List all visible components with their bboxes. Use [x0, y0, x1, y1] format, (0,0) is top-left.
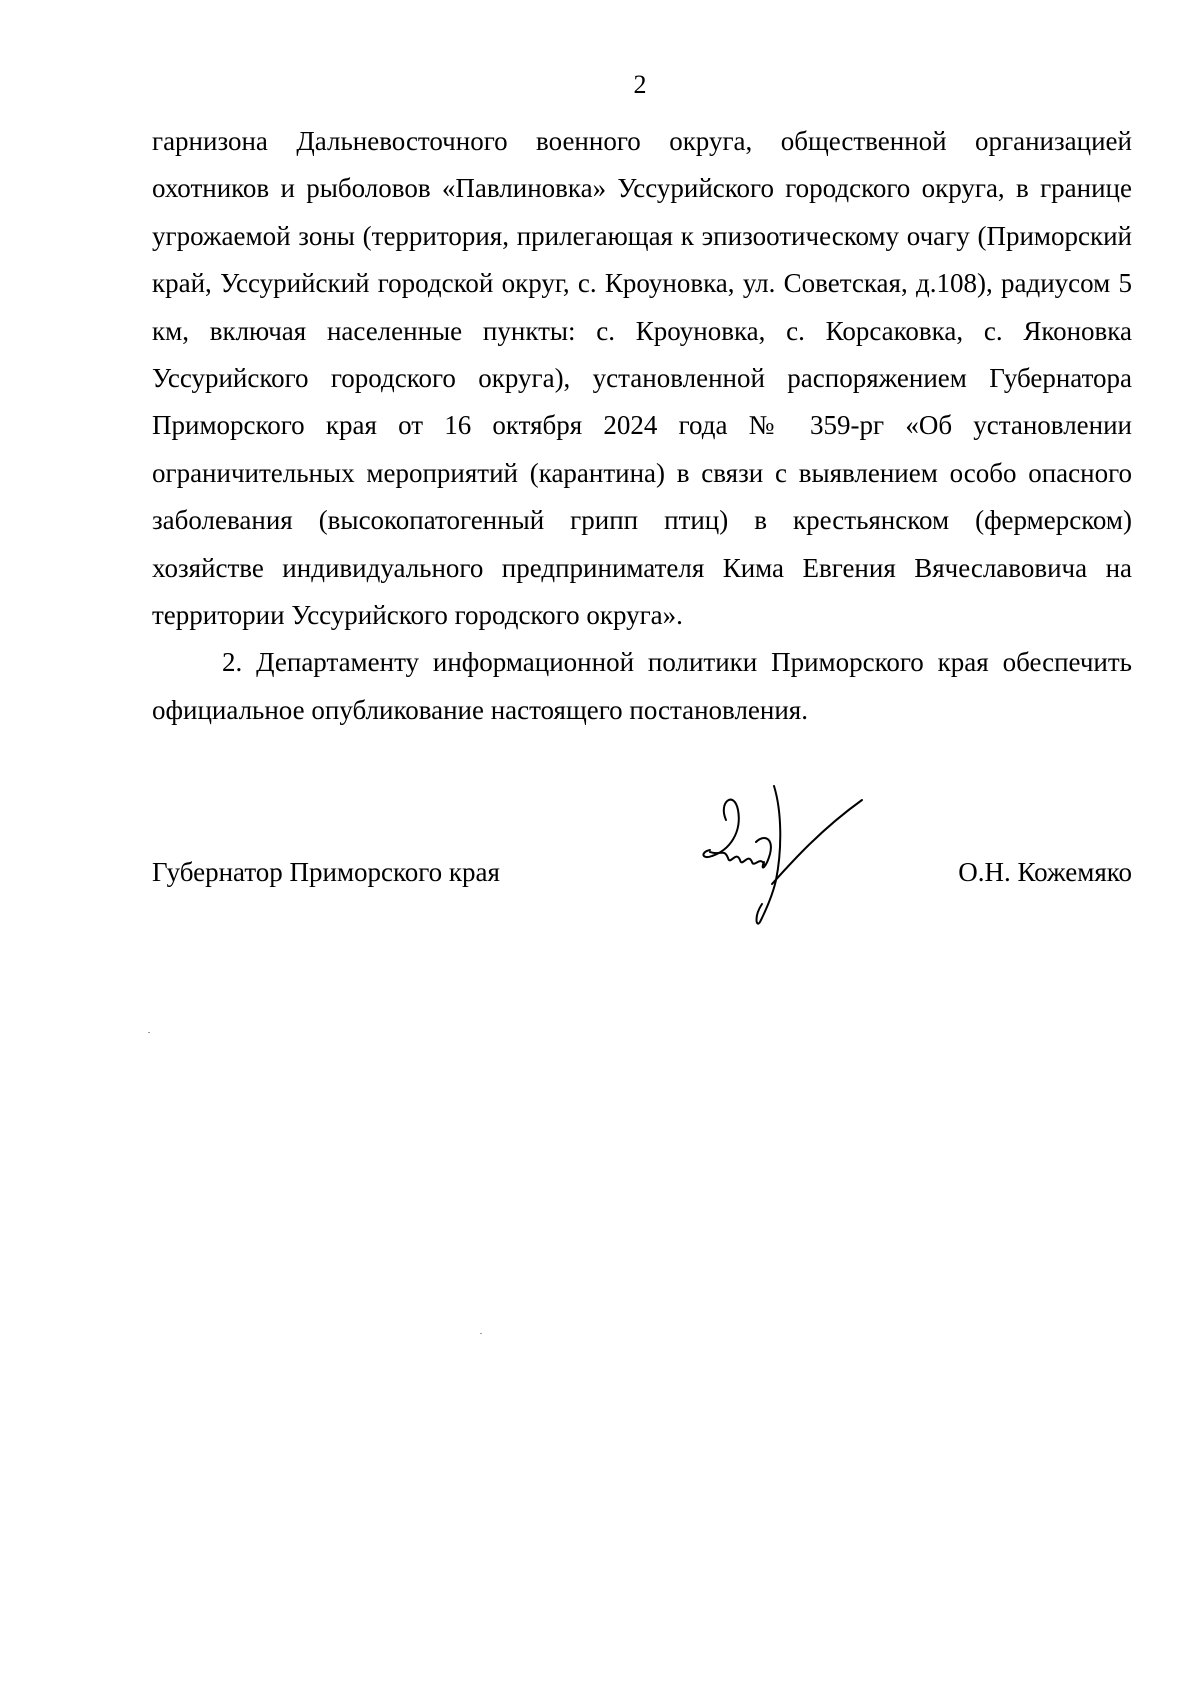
signature-row — [152, 852, 1132, 892]
page-number: 2 — [633, 70, 647, 99]
scan-speck — [480, 1333, 482, 1334]
handwritten-signature — [690, 772, 870, 928]
signatory-title: Губернатор Приморского края — [152, 857, 500, 887]
scan-speck — [148, 1032, 150, 1033]
paragraph-item-2: 2. Департаменту информационной политики Приморского края обеспечить официальное опубликование настоящего постановления. — [152, 647, 1132, 725]
document-body — [152, 118, 1132, 734]
paragraph-continuation: гарнизона Дальневосточного военного округа, общественной организацией охотников и рыболовов «Павлиновка» Уссурийского городского округа, в границе угрожаемой зоны (территория, прилегающая к эпизоотическому очагу (Приморский край, Уссурийский городской округ, с. Кроуновка, ул. Советская, д.108), радиусом 5 км, включая населенные пункты: с. Кроуновка, с. Корсаковка, с. Яконовка Уссурийского городского округа), установленной распоряжением Губернатора Приморского края от 16 октября 2024 года № 359-рг «Об установлении ограничительных мероприятий (карантина) в связи с выявлением особо опасного заболевания (высокопатогенный грипп птиц) в крестьянском (фермерском) хозяйстве индивидуального предпринимателя Кима Евгения Вячеславовича на территории Уссурийского городского округа». — [152, 126, 1132, 631]
signatory-name: О.Н. Кожемяко — [958, 857, 1132, 887]
